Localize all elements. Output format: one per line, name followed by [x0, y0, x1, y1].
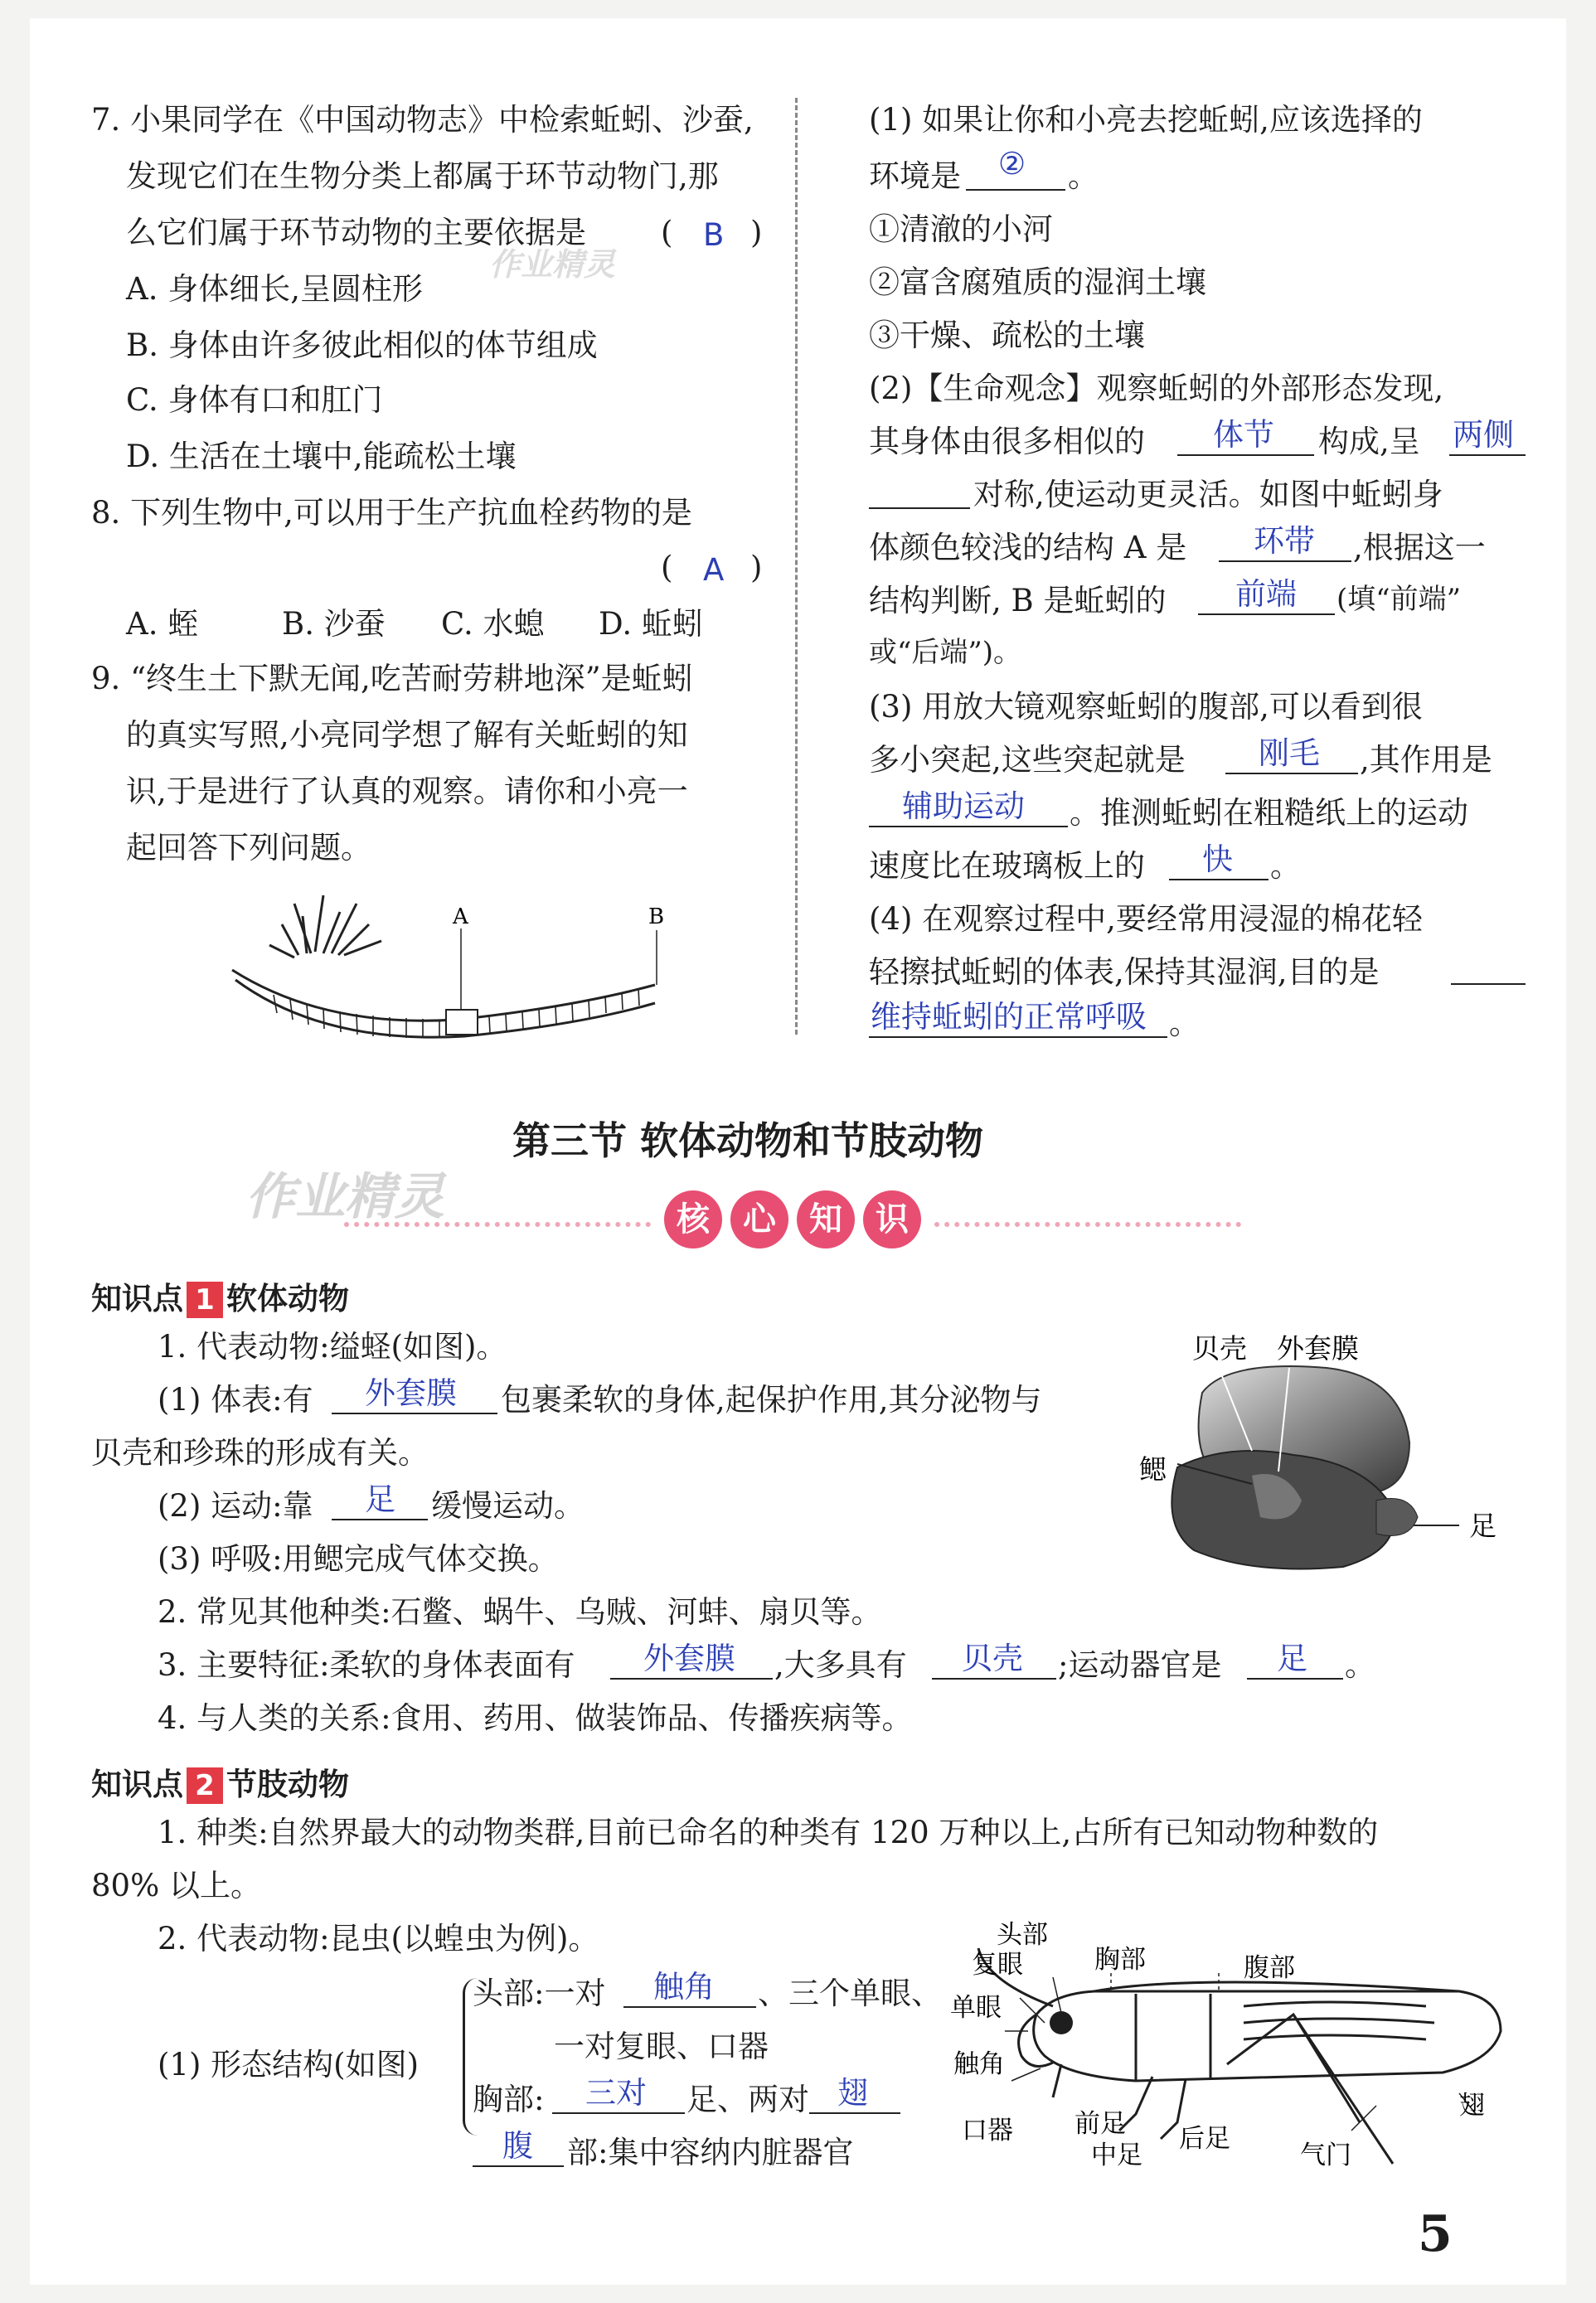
core-char-4: 识 [863, 1190, 921, 1248]
kp1-line7-a: 3. 主要特征:柔软的身体表面有 [158, 1647, 575, 1683]
kp1-heading [91, 1273, 349, 1318]
core-char-2: 心 [730, 1190, 788, 1248]
q7-option-b: B. 身体由许多彼此相似的体节组成 [126, 327, 598, 363]
grasshopper-label-antenna: 触角 [953, 2049, 1005, 2079]
core-char-1: 核 [664, 1190, 722, 1248]
grasshopper-label-simple-eye: 单眼 [950, 1993, 1002, 2023]
q9-part4-answer: 维持蚯蚓的正常呼吸 [871, 999, 1147, 1035]
kp1-line2-b: 包裹柔软的身体,起保护作用,其分泌物与 [501, 1382, 1042, 1418]
kp1-label-pre: 知识点 [91, 1281, 183, 1316]
kp1-line3: 贝壳和珍珠的形成有关。 [91, 1435, 429, 1471]
core-knowledge-banner [344, 1190, 1256, 1257]
q8-option-c: C. 水螅 [441, 606, 545, 642]
q9-part2-line6: 或“后端”)。 [869, 636, 1022, 669]
kp2-label-pre: 知识点 [91, 1767, 183, 1802]
kp2-answer-antenna: 触角 [653, 1969, 715, 2005]
q8-option-a: A. 蛭 [126, 606, 199, 642]
clam-label-mantle: 外套膜 [1277, 1332, 1359, 1365]
blank-line [1219, 560, 1351, 562]
q9-line1: 9. “终生土下默无闻,吃苦耐劳耕地深”是蚯蚓 [91, 661, 693, 696]
kp2-thorax-b: 足、两对 [686, 2082, 809, 2117]
kp2-head-c: 一对复眼、口器 [554, 2029, 769, 2064]
kp2-number: 2 [187, 1767, 223, 1804]
q9-part1-line1: (1) 如果让你和小亮去挖蚯蚓,应该选择的 [869, 102, 1423, 138]
grasshopper-label-midleg: 中足 [1091, 2141, 1142, 2170]
razor-clam-figure [1128, 1318, 1575, 1600]
kp1-line7-b: ,大多具有 [774, 1647, 907, 1683]
q7-stem-line1: 7. 小果同学在《中国动物志》中检索蚯蚓、沙蚕, [91, 102, 754, 138]
blank-line [1198, 613, 1335, 615]
kp2-line1b: 80% 以上。 [91, 1868, 261, 1903]
kp2-head-b: 、三个单眼、 [758, 1976, 942, 2011]
kp1-line1: 1. 代表动物:缢蛏(如图)。 [158, 1329, 507, 1365]
blank-line [966, 189, 1065, 191]
watermark: 作业精灵 [489, 246, 616, 283]
q7-stem-line2: 发现它们在生物分类上都属于环节动物门,那 [126, 158, 719, 194]
blank-line [1169, 879, 1269, 880]
kp1-answer-feature3: 足 [1277, 1641, 1307, 1676]
kp1-line4-b: 缓慢运动。 [431, 1488, 585, 1524]
q7-option-d: D. 生活在土壤中,能疏松土壤 [126, 439, 517, 474]
kp1-line4-a: (2) 运动:靠 [158, 1488, 313, 1524]
grasshopper-label-head: 头部 [997, 1920, 1048, 1950]
q9-part3-answer3: 快 [1202, 841, 1233, 877]
kp2-answer-abdomen: 腹 [502, 2128, 533, 2164]
q9-part2-answer1: 体节 [1213, 417, 1274, 453]
q9-part1-option3: ③干燥、疏松的土壤 [869, 318, 1145, 353]
blank-line [809, 2112, 900, 2114]
grasshopper-label-wing: 翅 [1459, 2091, 1485, 2121]
kp2-abdomen-b: 部:集中容纳内脏器官 [567, 2135, 854, 2170]
clam-label-shell: 贝壳 [1192, 1332, 1247, 1365]
kp2-heading [91, 1759, 349, 1804]
q9-part2-line5-b: (填“前端” [1336, 583, 1462, 616]
blank-line [869, 1036, 1167, 1038]
grasshopper-label-thorax: 胸部 [1094, 1945, 1146, 1975]
q9-part2-line4-b: ,根据这一 [1353, 530, 1486, 565]
watermark: 作业精灵 [245, 1168, 444, 1226]
kp2-head-a: 头部:一对 [473, 1976, 606, 2011]
kp1-answer-feature2: 贝壳 [962, 1641, 1023, 1676]
q8-paren-open: ( [661, 550, 673, 585]
kp1-number: 1 [187, 1282, 223, 1318]
grasshopper-label-spiracle: 气门 [1300, 2141, 1351, 2170]
q9-part2-answer2: 两侧 [1453, 417, 1514, 453]
earthworm-figure [224, 879, 688, 1045]
q9-part2-answer4: 前端 [1235, 576, 1297, 612]
q9-line2: 的真实写照,小亮同学想了解有关蚯蚓的知 [126, 717, 688, 753]
grasshopper-label-compound-eye: 复眼 [972, 1950, 1023, 1980]
kp2-thorax-a: 胸部: [473, 2082, 545, 2117]
q9-line3: 识,于是进行了认真的观察。请你和小亮一 [126, 773, 688, 809]
q9-part3-line4-a: 速度比在玻璃板上的 [869, 848, 1145, 884]
blank-line [332, 1519, 428, 1520]
q9-part3-line3-b: 。推测蚯蚓在粗糙纸上的运动 [1070, 795, 1468, 831]
q9-part3-answer2: 辅助运动 [902, 788, 1025, 824]
kp1-line6: 2. 常见其他种类:石鳖、蜗牛、乌贼、河蚌、扇贝等。 [158, 1594, 882, 1630]
q9-part1-line2-a: 环境是 [869, 158, 961, 194]
kp1-line2-a: (1) 体表:有 [158, 1382, 313, 1418]
q9-part2-line4-a: 体颜色较浅的结构 A 是 [869, 530, 1187, 565]
column-divider [795, 98, 798, 1035]
q9-part3-answer1: 刚毛 [1259, 735, 1320, 771]
kp1-label-post: 软体动物 [226, 1281, 349, 1316]
blank-line [1247, 1678, 1343, 1680]
blank-line [332, 1413, 497, 1414]
q8-option-d: D. 蚯蚓 [599, 606, 703, 642]
q7-paren-close: ) [750, 215, 763, 250]
kp1-answer-foot: 足 [365, 1481, 395, 1517]
q9-part2-line1: (2)【生命观念】观察蚯蚓的外部形态发现, [869, 371, 1444, 406]
grasshopper-label-mouth: 口器 [962, 2116, 1013, 2145]
blank-line [473, 2165, 564, 2167]
q9-part2-line5-a: 结构判断, B 是蚯蚓的 [869, 583, 1167, 618]
earthworm-label-a: A [453, 904, 468, 929]
section-title: 第三节 软体动物和节肢动物 [512, 1118, 984, 1163]
kp1-line5: (3) 呼吸:用鳃完成气体交换。 [158, 1541, 559, 1577]
blank-line [552, 2112, 685, 2114]
q9-part1-option1: ①清澈的小河 [869, 211, 1053, 247]
q7-stem-line3: 么它们属于环节动物的主要依据是 [126, 215, 586, 250]
blank-line [932, 1678, 1056, 1680]
q9-part4-line2: 轻擦拭蚯蚓的体表,保持其湿润,目的是 [869, 954, 1380, 990]
q9-part1-line2-b: 。 [1068, 158, 1099, 194]
core-char-3: 知 [797, 1190, 855, 1248]
grasshopper-label-foreleg: 前足 [1075, 2109, 1126, 2139]
kp2-answer-wings: 翅 [837, 2075, 868, 2111]
clam-label-gill: 鳃 [1139, 1453, 1167, 1486]
blank-line [623, 2006, 756, 2008]
grasshopper-figure [929, 1915, 1526, 2172]
q9-part3-line2-a: 多小突起,这些突起就是 [869, 742, 1186, 778]
blank-line [1225, 773, 1358, 774]
kp1-answer-mantle: 外套膜 [365, 1375, 457, 1411]
blank-line [1177, 454, 1314, 456]
page-number: 5 [1418, 2205, 1453, 2263]
blank-line [610, 1678, 773, 1680]
dotted-rule [344, 1222, 651, 1227]
grasshopper-label-hindleg: 后足 [1179, 2124, 1230, 2154]
kp1-line7-c: ;运动器官是 [1058, 1647, 1222, 1683]
q9-part2-line2-b: 构成,呈 [1318, 424, 1420, 459]
q9-part1-option2: ②富含腐殖质的湿润土壤 [869, 264, 1206, 300]
kp1-line7-d: 。 [1345, 1647, 1375, 1683]
q7-paren-open: ( [661, 215, 673, 250]
kp2-structure-label: (1) 形态结构(如图) [158, 2047, 420, 2082]
q9-part2-line3: 对称,使运动更灵活。如图中蚯蚓身 [973, 477, 1443, 512]
q9-part3-line1: (3) 用放大镜观察蚯蚓的腹部,可以看到很 [869, 689, 1423, 725]
kp1-line8: 4. 与人类的关系:食用、药用、做装饰品、传播疾病等。 [158, 1700, 913, 1736]
q8-option-b: B. 沙蚕 [282, 606, 386, 642]
blank-line [869, 826, 1068, 827]
q7-answer: B [703, 217, 725, 253]
q9-line4: 起回答下列问题。 [126, 830, 371, 865]
q9-part1-answer: ② [998, 146, 1026, 182]
earthworm-label-b: B [648, 904, 665, 929]
q8-stem: 8. 下列生物中,可以用于生产抗血栓药物的是 [91, 495, 692, 531]
blank-line [1449, 454, 1526, 456]
grasshopper-label-abdomen: 腹部 [1244, 1953, 1295, 1983]
dotted-rule [934, 1222, 1241, 1227]
kp2-label-post: 节肢动物 [226, 1767, 349, 1802]
kp1-answer-feature1: 外套膜 [643, 1641, 735, 1676]
q8-paren-close: ) [750, 550, 763, 585]
q9-part3-line2-b: ,其作用是 [1360, 742, 1492, 778]
q9-part4-line1: (4) 在观察过程中,要经常用浸湿的棉花轻 [869, 901, 1423, 937]
q9-part4-end: 。 [1169, 1006, 1200, 1041]
q8-answer: A [703, 552, 725, 588]
q9-part2-answer3: 环带 [1254, 523, 1315, 559]
q9-part2-line2-a: 其身体由很多相似的 [869, 424, 1145, 459]
kp2-line2: 2. 代表动物:昆虫(以蝗虫为例)。 [158, 1921, 599, 1956]
q7-option-c: C. 身体有口和肛门 [126, 382, 383, 418]
blank-line [869, 507, 970, 509]
blank-line [1451, 983, 1526, 985]
kp2-line1: 1. 种类:自然界最大的动物类群,目前已命名的种类有 120 万种以上,占所有已知动物种数的 [158, 1815, 1379, 1850]
q9-part3-line4-b: 。 [1270, 848, 1301, 884]
q7-option-a: A. 身体细长,呈圆柱形 [126, 271, 424, 307]
kp2-answer-legs: 三对 [585, 2075, 647, 2111]
clam-label-foot: 足 [1469, 1510, 1497, 1542]
